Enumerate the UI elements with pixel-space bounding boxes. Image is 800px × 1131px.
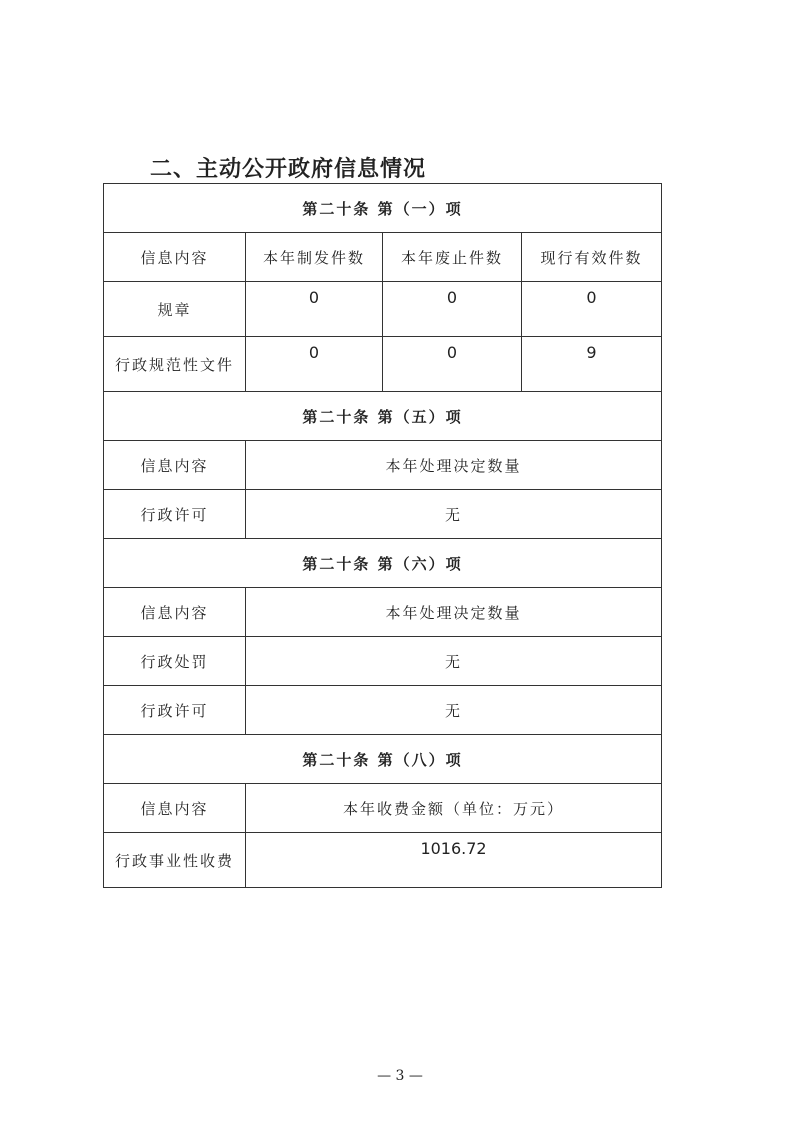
table-row (104, 686, 662, 735)
value-cell: 9 (522, 337, 662, 392)
table-row (104, 282, 662, 337)
header-row (104, 441, 662, 490)
value-cell: 1016.72 (246, 833, 662, 888)
table-row (104, 337, 662, 392)
value-cell: 0 (383, 282, 522, 337)
row-label: 行政许可 (104, 490, 246, 539)
value-cell: 0 (383, 337, 522, 392)
header-cell: 信息内容 (104, 784, 246, 833)
row-label: 行政处罚 (104, 637, 246, 686)
header-row (104, 784, 662, 833)
section-title-row (104, 735, 662, 784)
header-cell: 本年收费金额（单位：万元） (246, 784, 662, 833)
row-label: 行政许可 (104, 686, 246, 735)
value-cell: 无 (246, 637, 662, 686)
section-title-row (104, 539, 662, 588)
header-cell: 信息内容 (104, 441, 246, 490)
disclosure-table (103, 183, 662, 888)
header-cell: 本年处理决定数量 (246, 588, 662, 637)
value-cell: 0 (522, 282, 662, 337)
section-heading: 二、主动公开政府信息情况 (150, 157, 427, 182)
section-title-row (104, 184, 662, 233)
section-title: 第二十条 第（五）项 (104, 392, 662, 441)
header-cell: 信息内容 (104, 588, 246, 637)
value-cell: 0 (246, 282, 383, 337)
row-label: 行政事业性收费 (104, 833, 246, 888)
row-label: 行政规范性文件 (104, 337, 246, 392)
section-title: 第二十条 第（六）项 (104, 539, 662, 588)
table-row (104, 490, 662, 539)
value-cell: 0 (246, 337, 383, 392)
header-cell: 本年废止件数 (383, 233, 522, 282)
row-label: 规章 (104, 282, 246, 337)
header-cell: 本年制发件数 (246, 233, 383, 282)
value-cell: 无 (246, 490, 662, 539)
table-row (104, 833, 662, 888)
section-title: 第二十条 第（八）项 (104, 735, 662, 784)
header-row (104, 233, 662, 282)
value-cell: 无 (246, 686, 662, 735)
header-cell: 信息内容 (104, 233, 246, 282)
header-row (104, 588, 662, 637)
page-number: — 3 — (377, 1068, 423, 1084)
header-cell: 本年处理决定数量 (246, 441, 662, 490)
section-title: 第二十条 第（一）项 (104, 184, 662, 233)
header-cell: 现行有效件数 (522, 233, 662, 282)
section-title-row (104, 392, 662, 441)
table-row (104, 637, 662, 686)
